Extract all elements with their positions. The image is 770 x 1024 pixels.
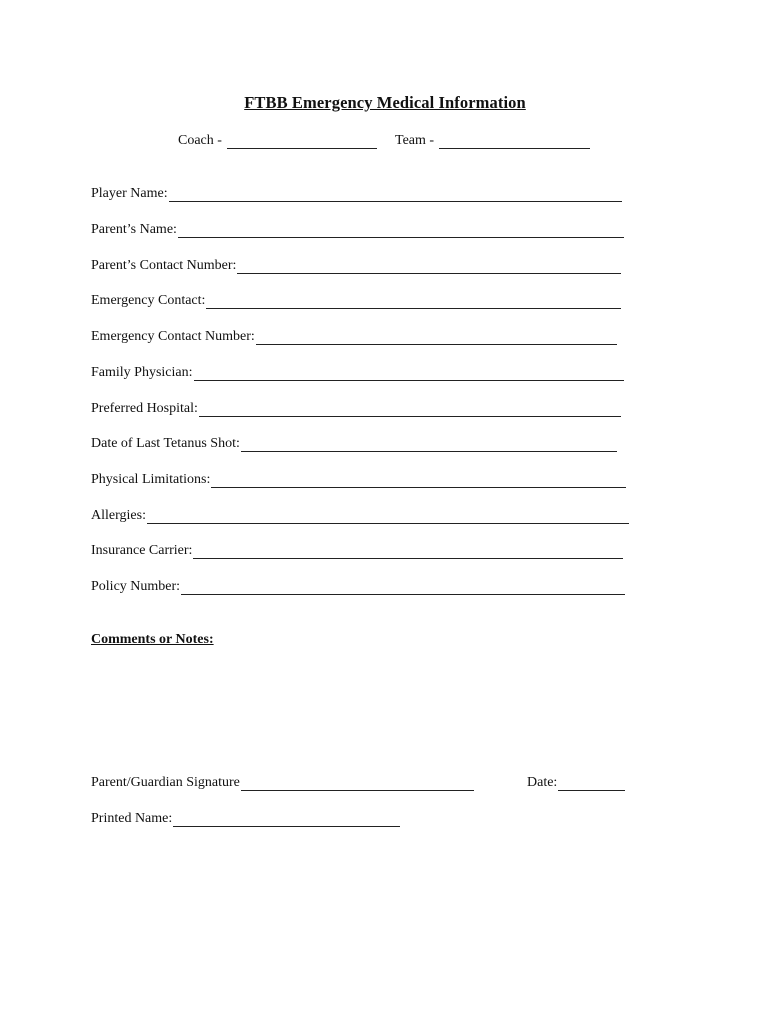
coach-label: Coach - — [178, 133, 222, 148]
field-row-allergies — [91, 508, 629, 524]
field-label: Allergies: — [91, 508, 146, 523]
parent-contact-line[interactable] — [237, 259, 621, 274]
physical-limitations-line[interactable] — [211, 473, 626, 488]
field-label: Emergency Contact: — [91, 293, 206, 308]
printed-name-row — [91, 811, 400, 827]
field-label: Parent’s Name: — [91, 222, 177, 237]
printed-name-label: Printed Name: — [91, 811, 173, 826]
field-row-emergency-number — [91, 329, 617, 345]
parent-name-line[interactable] — [178, 223, 624, 238]
field-row-parent-contact — [91, 258, 621, 274]
emergency-number-line[interactable] — [256, 330, 617, 345]
date-line[interactable] — [558, 776, 625, 791]
team-field — [395, 133, 590, 149]
field-row-family-physician — [91, 365, 624, 381]
field-label: Family Physician: — [91, 365, 193, 380]
field-row-parent-name — [91, 222, 624, 238]
field-label: Policy Number: — [91, 579, 181, 594]
field-label: Player Name: — [91, 186, 168, 201]
date-row — [527, 775, 625, 791]
field-row-physical-limitations — [91, 472, 626, 488]
preferred-hospital-line[interactable] — [199, 402, 621, 417]
field-row-policy-number — [91, 579, 625, 595]
signature-line[interactable] — [241, 776, 474, 791]
comments-heading: Comments or Notes: — [91, 632, 214, 647]
policy-number-line[interactable] — [181, 580, 625, 595]
coach-input-line[interactable] — [227, 134, 377, 149]
family-physician-line[interactable] — [194, 366, 624, 381]
allergies-line[interactable] — [147, 509, 629, 524]
signature-label: Parent/Guardian Signature — [91, 775, 240, 790]
field-label: Insurance Carrier: — [91, 543, 193, 558]
field-label: Preferred Hospital: — [91, 401, 198, 416]
field-label: Emergency Contact Number: — [91, 329, 255, 344]
field-row-player-name — [91, 186, 622, 202]
date-label: Date: — [527, 775, 558, 790]
field-row-tetanus — [91, 436, 617, 452]
player-name-line[interactable] — [169, 187, 622, 202]
field-row-insurance-carrier — [91, 543, 623, 559]
insurance-carrier-line[interactable] — [193, 544, 623, 559]
team-input-line[interactable] — [439, 134, 590, 149]
field-label: Parent’s Contact Number: — [91, 258, 237, 273]
field-label: Physical Limitations: — [91, 472, 211, 487]
page-title: FTBB Emergency Medical Information — [244, 93, 526, 112]
signature-row — [91, 775, 474, 791]
emergency-contact-line[interactable] — [206, 294, 621, 309]
field-label: Date of Last Tetanus Shot: — [91, 436, 240, 451]
team-label: Team - — [395, 133, 435, 148]
coach-field — [178, 133, 377, 149]
printed-name-line[interactable] — [173, 812, 400, 827]
field-row-emergency-contact — [91, 293, 621, 309]
field-row-preferred-hospital — [91, 401, 621, 417]
tetanus-date-line[interactable] — [241, 437, 617, 452]
